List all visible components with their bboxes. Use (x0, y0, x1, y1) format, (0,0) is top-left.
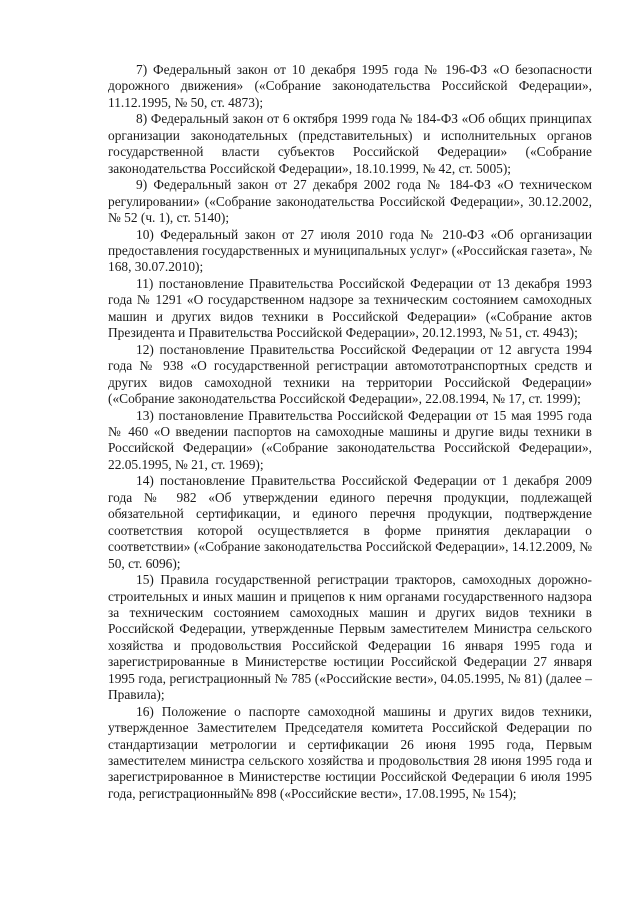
list-item-13: 13) постановление Правительства Российской Федерации от 15 мая 1995 года № 460 «О введении паспортов на самоходные машины и другие виды техники в Российской Федерации» («Собрание законодательства Российской Федерации», 22.05.1995, № 21, ст. 1969); (108, 407, 592, 472)
list-item-10: 10) Федеральный закон от 27 июля 2010 года № 210-ФЗ «Об организации предоставления государственных и муниципальных услуг» («Российская газета», № 168, 30.07.2010); (108, 226, 592, 275)
list-item-12: 12) постановление Правительства Российской Федерации от 12 августа 1994 года № 938 «О государственной регистрации автомототранспортных средств и других видов самоходной техники на территории Российской Федерации» («Собрание законодательства Российской Федерации», 22.08.1994, № 17, ст. 1999); (108, 341, 592, 407)
list-item-14: 14) постановление Правительства Российской Федерации от 1 декабря 2009 года № 982 «Об утверждении единого перечня продукции, подлежащей обязательной сертификации, и единого перечня продукции, подтверждение соответствия которой осуществляется в форме принятия декларации о соответствии» («Собрание законодательства Российской Федерации», 14.12.2009, № 50, ст. 6096); (108, 473, 592, 571)
list-item-9: 9) Федеральный закон от 27 декабря 2002 года № 184-ФЗ «О техническом регулировании» («Собрание законодательства Российской Федерации», 30.12.2002, № 52 (ч. 1), ст. 5140); (108, 177, 592, 226)
list-item-8: 8) Федеральный закон от 6 октября 1999 года № 184-ФЗ «Об общих принципах организации законодательных (представительных) и исполнительных органов государственной власти субъектов Российской Федерации» («Собрание законодательства Российской Федерации», 18.10.1999, № 42, ст. 5005); (108, 111, 592, 176)
list-item-16: 16) Положение о паспорте самоходной машины и других видов техники, утвержденное Заместителем Председателя комитета Российской Федерации по стандартизации метрологии и сертификации 26 июня 1995 года, Первым заместителем министра сельского хозяйства и продовольствия 28 июня 1995 года и зарегистрированное в Министерстве юстиции Российской Федерации 6 июля 1995 года, регистрационный№ 898 («Российские вести», 17.08.1995, № 154); (108, 703, 592, 801)
list-item-11: 11) постановление Правительства Российской Федерации от 13 декабря 1993 года № 1291 «О государственном надзоре за техническим состоянием самоходных машин и других видов техники в Российской Федерации» («Собрание актов Президента и Правительства Российской Федерации», 20.12.1993, № 51, ст. 4943); (108, 275, 592, 341)
document-page (108, 62, 592, 802)
list-item-15: 15) Правила государственной регистрации тракторов, самоходных дорожно-строительных и иных машин и прицепов к ним органами государственного надзора за техническим состоянием самоходных машин и других видов техники в Российской Федерации, утвержденные Первым заместителем Министра сельского хозяйства и продовольствия Российской Федерации 16 января 1995 года и зарегистрированные в Министерстве юстиции Российской Федерации 27 января 1995 года, регистрационный № 785 («Российские вести», 04.05.1995, № 81) (далее – Правила); (108, 572, 592, 703)
list-item-7: 7) Федеральный закон от 10 декабря 1995 года № 196-ФЗ «О безопасности дорожного движения» («Собрание законодательства Российской Федерации», 11.12.1995, № 50, ст. 4873); (108, 62, 592, 110)
